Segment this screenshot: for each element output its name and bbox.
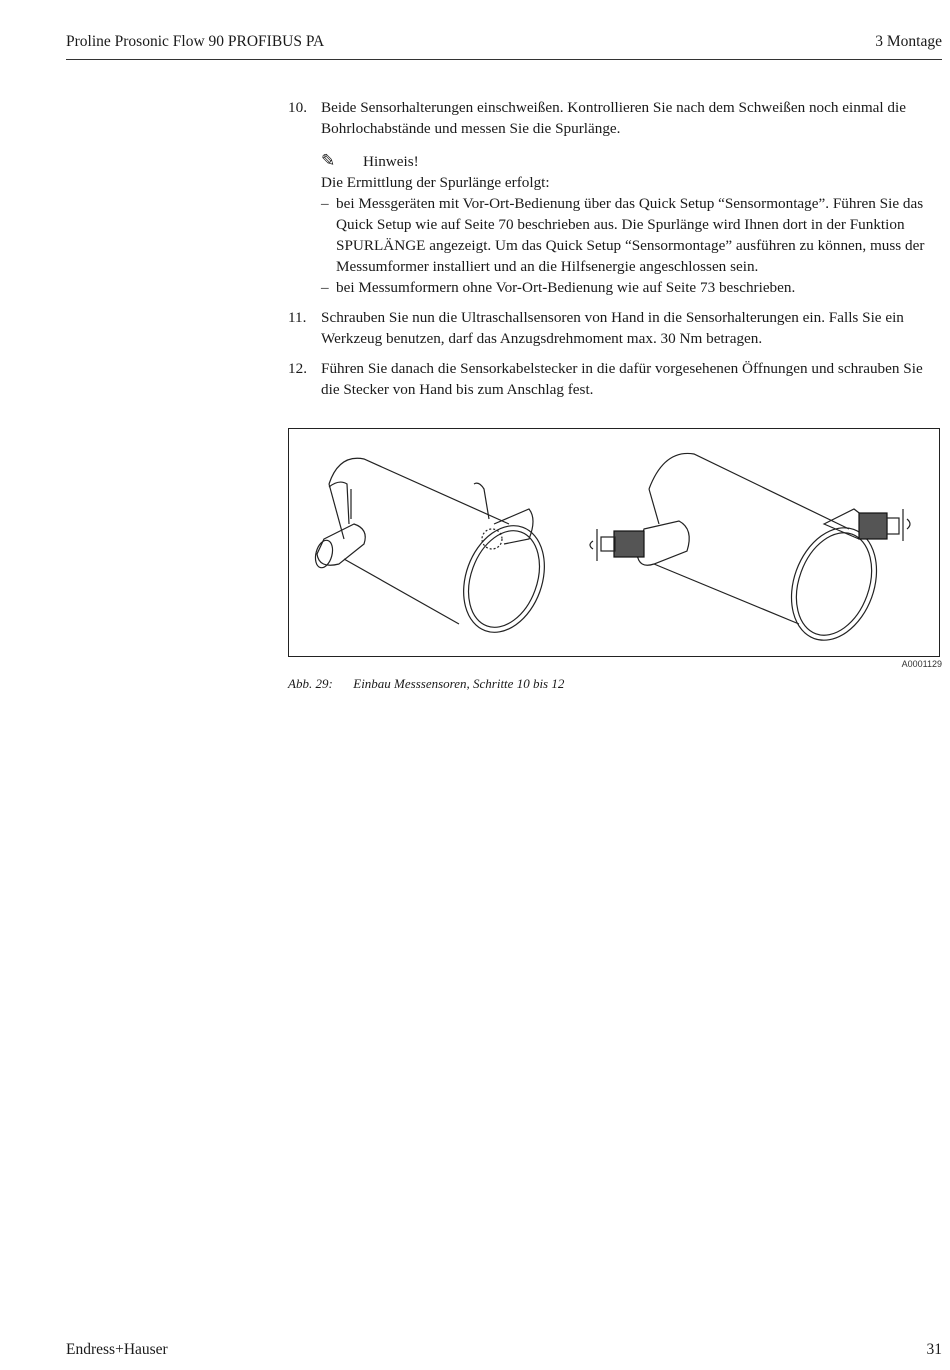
pipe-sensor-illustration <box>289 429 938 655</box>
note-block <box>321 151 944 298</box>
step-number: 12. <box>288 360 307 377</box>
note-title: Hinweis! <box>363 153 419 170</box>
step-text: Führen Sie danach die Sensorkabelstecker in die dafür vorgesehenen Öffnungen und schrauben Sie die Stecker von Hand bis zum Anschlag fest. <box>321 360 923 398</box>
note-item-text: bei Messumformern ohne Vor-Ort-Bedienung wie auf Seite 73 beschrieben. <box>336 279 796 296</box>
figure-id: A0001129 <box>901 659 942 669</box>
page-footer <box>66 1341 942 1363</box>
section-title: 3 Montage <box>875 33 942 50</box>
step-11 <box>288 307 944 349</box>
pipe-right-drawing <box>590 453 910 652</box>
step-12 <box>288 358 944 400</box>
pencil-icon: ✎ <box>321 151 336 171</box>
main-content <box>288 97 944 409</box>
step-number: 10. <box>288 99 307 116</box>
step-text: Beide Sensorhalterungen einschweißen. Kontrollieren Sie nach dem Schweißen noch einmal die Bohrlochabstände und messen Sie die Spurlänge. <box>321 99 906 137</box>
step-text: Schrauben Sie nun die Ultraschallsensoren von Hand in die Sensorhalterungen ein. Falls Sie ein Werkzeug benutzen, darf das Anzugsdrehmoment max. 30 Nm betragen. <box>321 309 904 347</box>
document-title: Proline Prosonic Flow 90 PROFIBUS PA <box>66 33 325 50</box>
caption-label: Abb. 29: <box>288 676 333 691</box>
figure-illustration <box>288 428 940 657</box>
note-item-text: bei Messgeräten mit Vor-Ort-Bedienung über das Quick Setup “Sensormontage”. Führen Sie das Quick Setup wie auf Seite 70 beschrieben aus. Die Spurlänge wird Ihnen dort in der Funktion SPURLÄNGE angezeigt. Um das Quick Setup “Sensormontage” ausführen zu können, muss der Messumformer installiert und an die Hilfsenergie angeschlossen sein. <box>336 195 925 275</box>
note-item: – bei Messumformern ohne Vor-Ort-Bedienung wie auf Seite 73 beschrieben. <box>321 279 796 296</box>
figure-caption <box>288 676 564 692</box>
step-number: 11. <box>288 309 307 326</box>
note-intro: Die Ermittlung der Spurlänge erfolgt: <box>321 174 550 191</box>
page-number: 31 <box>926 1341 942 1358</box>
note-item: – bei Messgeräten mit Vor-Ort-Bedienung über das Quick Setup “Sensormontage”. Führen Sie das Quick Setup wie auf Seite 70 beschrieben aus. Die Spurlänge wird Ihnen dort in der Funktion SPURLÄNGE angezeigt. Um das Quick Setup “Sensormontage” ausführen zu können, muss der Messumformer installiert und an die Hilfsenergie angeschlossen sein. <box>321 195 925 275</box>
caption-text: Einbau Messsensoren, Schritte 10 bis 12 <box>353 676 565 691</box>
pipe-left-drawing <box>313 458 559 643</box>
page-header <box>66 33 942 60</box>
step-10 <box>288 97 944 298</box>
brand-name: Endress+Hauser <box>66 1341 168 1358</box>
